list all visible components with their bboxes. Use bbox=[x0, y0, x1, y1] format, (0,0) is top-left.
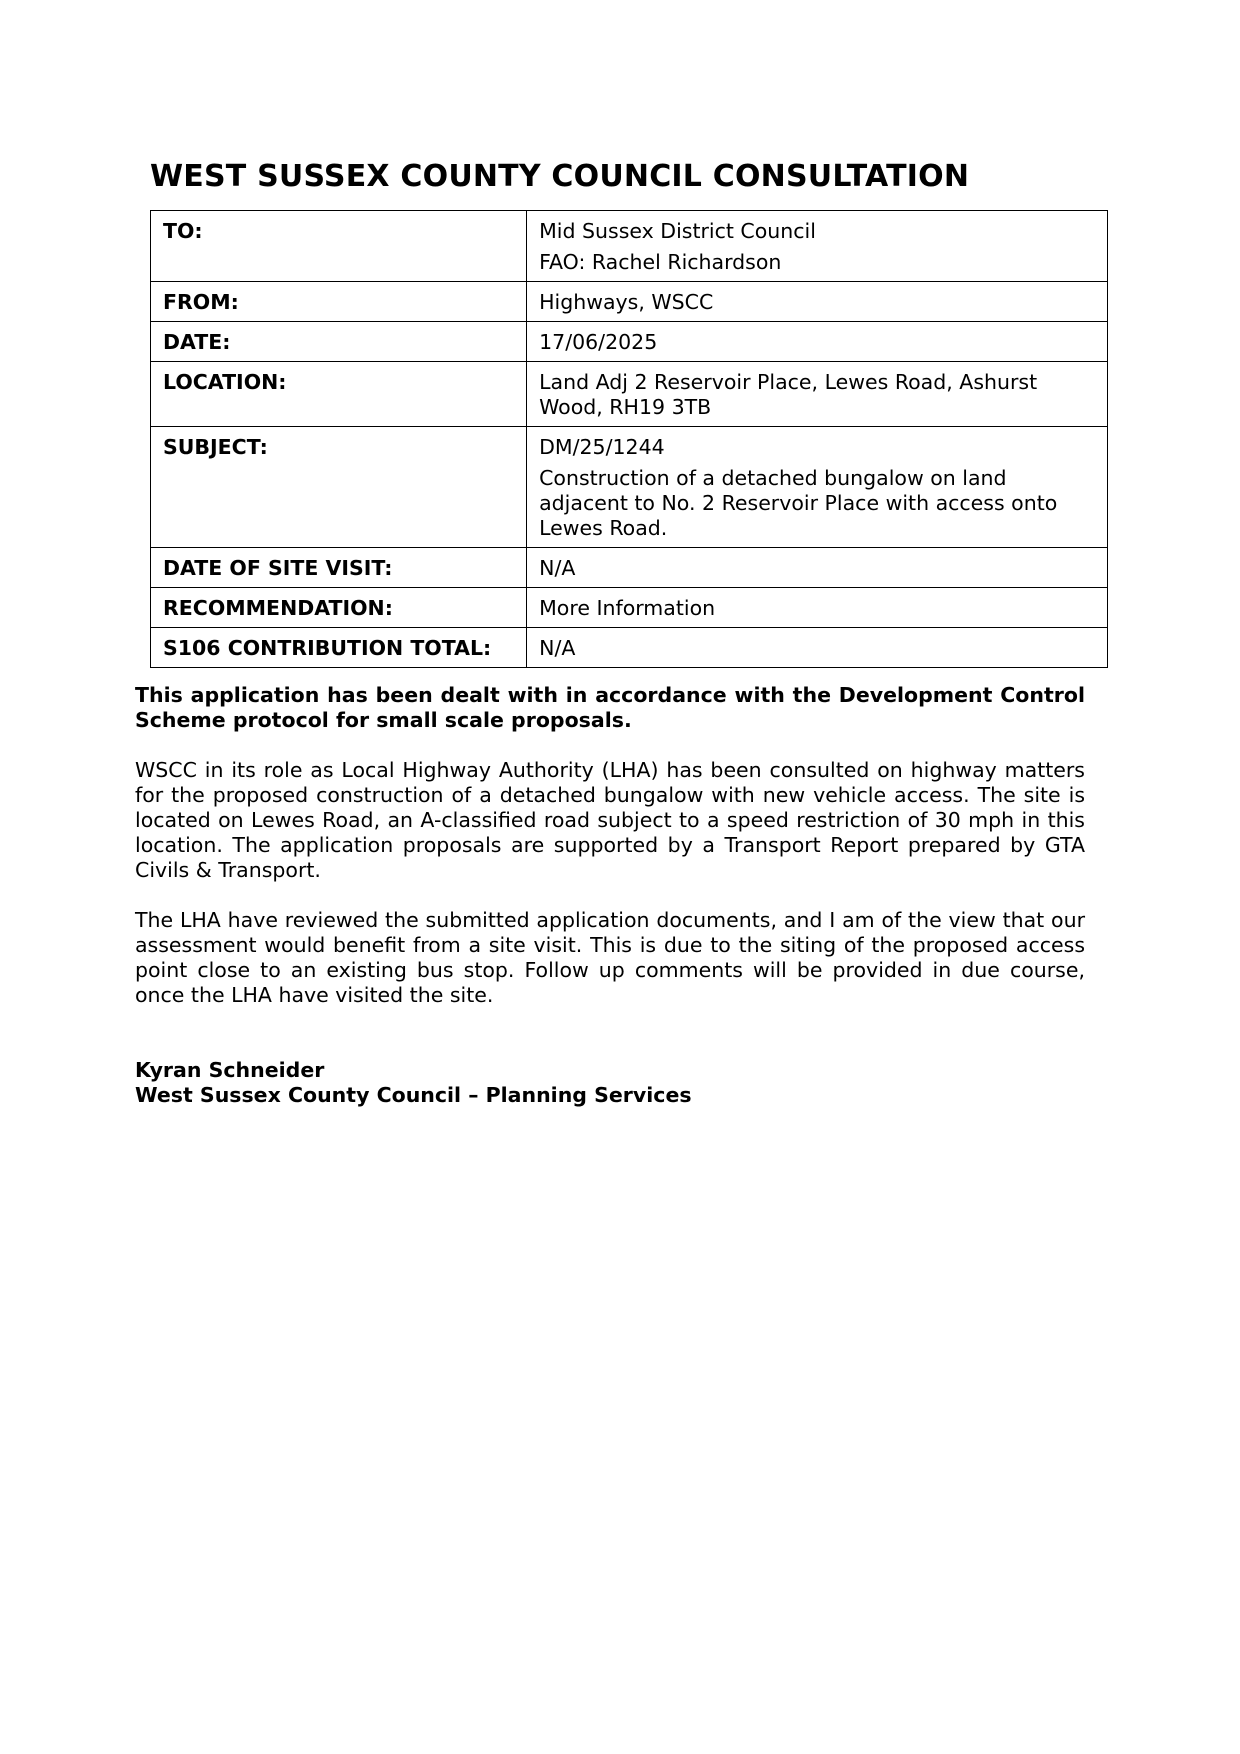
table-row bbox=[151, 427, 1108, 548]
subject-label: SUBJECT: bbox=[151, 427, 527, 548]
from-label: FROM: bbox=[151, 282, 527, 322]
from-value: Highways, WSCC bbox=[527, 282, 1108, 322]
table-row bbox=[151, 588, 1108, 628]
paragraph-lha-consultation: WSCC in its role as Local Highway Authority (LHA) has been consulted on highway matters for the proposed construction of a detached bungalow with new vehicle access. The site is located on Lewes Road, an A-classified road subject to a speed restriction of 30 mph in this location. The application proposals are supported by a Transport Report prepared by GTA Civils & Transport. bbox=[135, 758, 1085, 882]
recommendation-value: More Information bbox=[527, 588, 1108, 628]
table-row bbox=[151, 322, 1108, 362]
table-row bbox=[151, 548, 1108, 588]
recommendation-label: RECOMMENDATION: bbox=[151, 588, 527, 628]
date-label: DATE: bbox=[151, 322, 527, 362]
consultation-details-table bbox=[150, 210, 1108, 668]
subject-reference: DM/25/1244 bbox=[539, 435, 665, 459]
document-title: WEST SUSSEX COUNTY COUNCIL CONSULTATION bbox=[150, 159, 970, 194]
location-value: Land Adj 2 Reservoir Place, Lewes Road, Ashurst Wood, RH19 3TB bbox=[527, 362, 1108, 427]
site-visit-value: N/A bbox=[527, 548, 1108, 588]
paragraph-site-visit: The LHA have reviewed the submitted application documents, and I am of the view that our assessment would benefit from a site visit. This is due to the siting of the proposed access point close to an existing bus stop. Follow up comments will be provided in due course, once the LHA have visited the site. bbox=[135, 908, 1085, 1007]
to-label: TO: bbox=[151, 211, 527, 282]
subject-description: Construction of a detached bungalow on land adjacent to No. 2 Reservoir Place with access onto Lewes Road. bbox=[539, 466, 1058, 540]
table-row bbox=[151, 282, 1108, 322]
table-row bbox=[151, 362, 1108, 427]
s106-label: S106 CONTRIBUTION TOTAL: bbox=[151, 628, 527, 668]
table-row bbox=[151, 628, 1108, 668]
signatory-organisation: West Sussex County Council – Planning Services bbox=[135, 1083, 692, 1107]
to-value bbox=[527, 211, 1108, 282]
protocol-statement: This application has been dealt with in accordance with the Development Control Scheme protocol for small scale proposals. bbox=[135, 683, 1085, 732]
table-row bbox=[151, 211, 1108, 282]
to-recipient: Mid Sussex District Council bbox=[539, 219, 816, 243]
location-label: LOCATION: bbox=[151, 362, 527, 427]
site-visit-label: DATE OF SITE VISIT: bbox=[151, 548, 527, 588]
s106-value: N/A bbox=[527, 628, 1108, 668]
to-fao: FAO: Rachel Richardson bbox=[539, 250, 782, 274]
subject-value bbox=[527, 427, 1108, 548]
signature-block bbox=[135, 1058, 1085, 1108]
signatory-name: Kyran Schneider bbox=[135, 1058, 325, 1082]
date-value: 17/06/2025 bbox=[527, 322, 1108, 362]
